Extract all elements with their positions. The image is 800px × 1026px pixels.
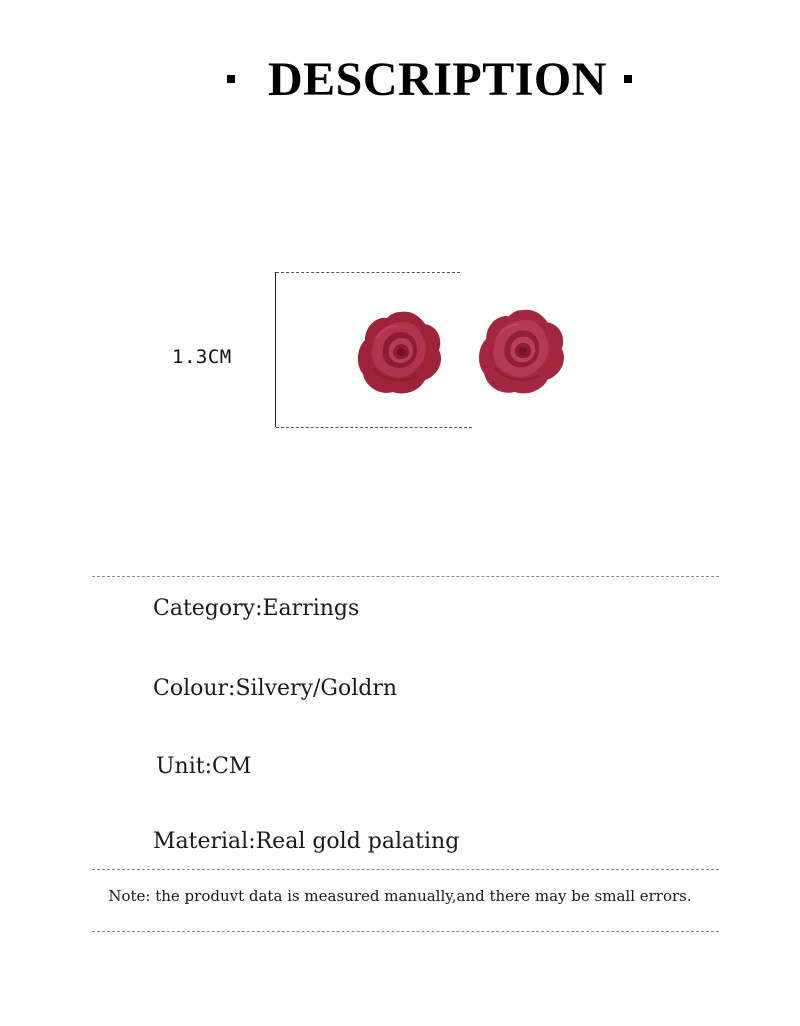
rose-icon: [355, 308, 445, 398]
rose-earring-left: [355, 308, 445, 402]
spec-colour: Colour:Silvery/Goldrn: [153, 676, 398, 701]
dimension-line-bottom: [276, 427, 472, 428]
divider-top: [92, 576, 719, 577]
divider-bottom: [92, 931, 719, 932]
spec-unit: Unit:CM: [156, 754, 252, 779]
rose-earring-right: [476, 306, 568, 402]
title-bullet-right: [624, 75, 632, 83]
dimension-line-vertical: [275, 272, 276, 427]
measurement-note: Note: the produvt data is measured manually,and there may be small errors.: [108, 887, 692, 905]
spec-material: Material:Real gold palating: [153, 829, 460, 854]
spec-category: Category:Earrings: [153, 596, 360, 621]
size-label: 1.3CM: [172, 346, 232, 368]
rose-icon: [476, 306, 568, 398]
dimension-line-top: [276, 272, 460, 273]
page-title: DESCRIPTION: [268, 53, 607, 106]
title-bullet-left: [227, 75, 235, 83]
page-header: [0, 48, 800, 108]
divider-middle: [92, 869, 719, 870]
